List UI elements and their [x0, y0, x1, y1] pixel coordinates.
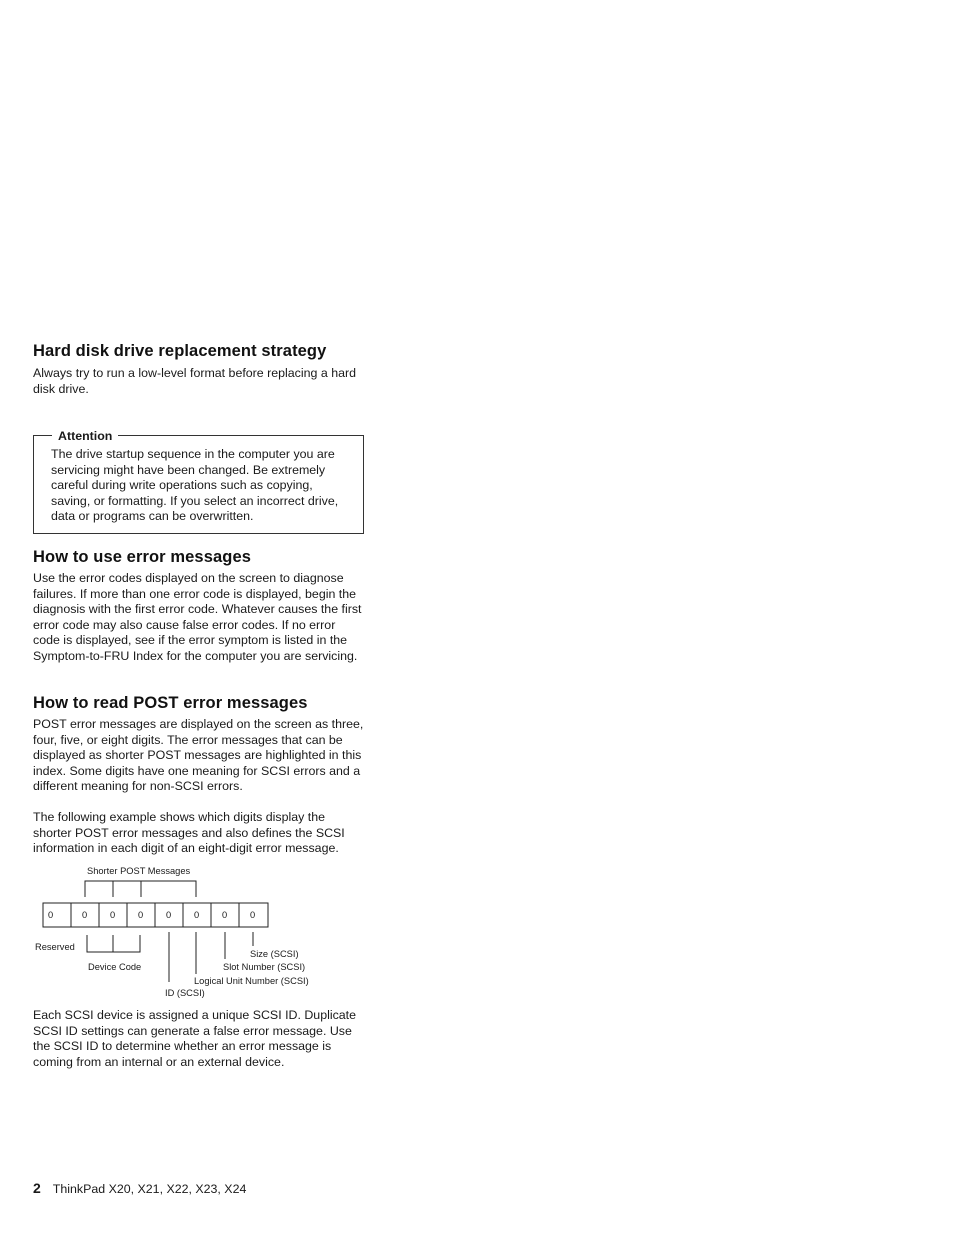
- label-reserved: Reserved: [35, 942, 75, 952]
- digit-3: 0: [110, 910, 116, 920]
- attention-title: Attention: [52, 430, 118, 443]
- heading-replacement-strategy: Hard disk drive replacement strategy: [33, 342, 327, 360]
- digit-7: 0: [222, 910, 228, 920]
- attention-box: [33, 429, 364, 534]
- digit-8: 0: [250, 910, 256, 920]
- heading-use-error-messages: How to use error messages: [33, 548, 251, 566]
- paragraph-post-intro: POST error messages are displayed on the screen as three, four, five, or eight digits. The error messages that can be displayed as shorter POST messages are highlighted in this index. Some digits have one meaning for SCSI errors and a different meaning for non-SCSI errors.: [33, 717, 364, 794]
- label-lun-scsi: Logical Unit Number (SCSI): [194, 976, 309, 986]
- heading-read-post-messages: How to read POST error messages: [33, 694, 308, 712]
- label-slot-number-scsi: Slot Number (SCSI): [223, 962, 306, 972]
- footer-title: ThinkPad X20, X21, X22, X23, X24: [52, 1182, 247, 1196]
- paragraph-scsi-id: Each SCSI device is assigned a unique SCSI ID. Duplicate SCSI ID settings can generate a false error message. Use the SCSI ID to determine whether an error message is coming from an internal or an external device.: [33, 1008, 357, 1069]
- paragraph-replacement-strategy: Always try to run a low-level format before replacing a hard disk drive.: [33, 366, 356, 396]
- section-use-error-messages: [33, 548, 365, 665]
- paragraph-post-example: The following example shows which digits display the shorter POST error messages and also defines the SCSI information in each digit of an eight-digit error message.: [33, 809, 345, 856]
- page-number: 2: [33, 1180, 41, 1196]
- page-footer: [33, 1180, 246, 1196]
- section-read-post-messages: [33, 694, 365, 857]
- section-scsi-id: [33, 1008, 365, 1070]
- digit-2: 0: [82, 910, 88, 920]
- digit-6: 0: [194, 910, 200, 920]
- paragraph-use-error-messages: Use the error codes displayed on the screen to diagnose failures. If more than one error code is displayed, begin the diagnosis with the first error code. Whatever causes the first error code may also cause false error codes. If no error code is displayed, see if the error symptom is listed in the Symptom-to-FRU Index for the computer you are servicing.: [33, 571, 362, 663]
- label-size-scsi: Size (SCSI): [250, 949, 299, 959]
- attention-body: The drive startup sequence in the computer you are servicing might have been changed. Be extremely careful during write operations such as copying, saving, or formatting. If you select an incorrect drive, data or programs can be overwritten.: [51, 447, 339, 524]
- post-digit-diagram: [28, 862, 368, 1007]
- label-device-code: Device Code: [88, 962, 142, 972]
- label-shorter-post-messages: Shorter POST Messages: [87, 866, 191, 876]
- digit-4: 0: [138, 910, 144, 920]
- digit-1: 0: [48, 910, 54, 920]
- section-replacement-strategy: [33, 342, 365, 397]
- digit-5: 0: [166, 910, 172, 920]
- label-id-scsi: ID (SCSI): [165, 988, 205, 998]
